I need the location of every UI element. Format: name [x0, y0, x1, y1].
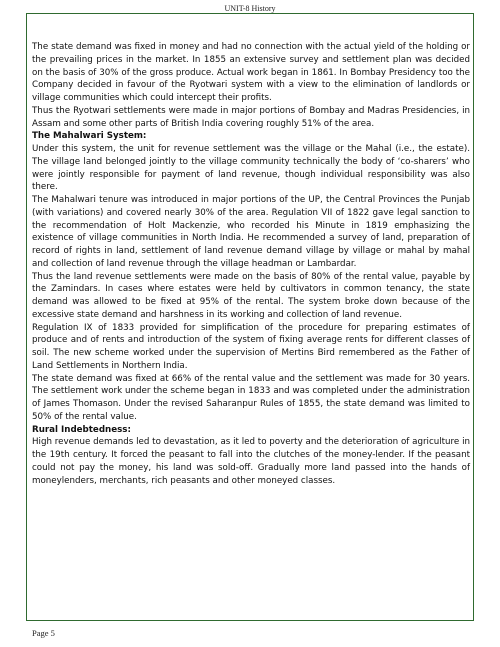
section-heading: Rural Indebtedness: — [32, 424, 131, 435]
page-header: UNIT-8 History — [224, 4, 276, 13]
page-number: Page 5 — [32, 628, 55, 638]
paragraph: Thus the land revenue settlements were made on the basis of 80% of the rental value, payable by the Zamindars. In cases where estates were held by cultivators in common tenancy, the state demand was allowed to be fixed at 95% of the rental. The system broke down because of the excessive state demand and harshness in its working and collection of land revenue. — [32, 271, 470, 320]
paragraph: High revenue demands led to devastation, as it led to poverty and the deterioration of agriculture in the 19th century. It forced the peasant to fall into the clutches of the money-lender. If the peasant could not pay the money, his land was sold-off. Gradually more land passed into the hands of moneylenders, merchants, rich peasants and other moneyed classes. — [32, 437, 470, 486]
paragraph: The Mahalwari tenure was introduced in major portions of the UP, the Central Provinces the Punjab (with variations) and covered nearly 30% of the area. Regulation VII of 1822 gave legal sanction to the recommendation of Holt Mackenzie, who recorded his Minute in 1819 emphasizing the existence of village communities in North India. He recommended a survey of land, preparation of record of rights in land, settlement of land revenue demand village by village or mahal by mahal and collection of land revenue through the village headman or Lambardar. — [32, 195, 470, 269]
paragraph: The state demand was fixed in money and had no connection with the actual yield of the holding or the prevailing prices in the market. In 1855 an extensive survey and settlement plan was decided on the basis of 30% of the gross produce. Actual work began in 1861. In Bombay Presidency too the Company decided in favour of the Ryotwari system with a view to the elimination of landlords or village communities which could intercept their profits. — [32, 42, 470, 103]
document-body — [32, 41, 470, 487]
paragraph: Regulation IX of 1833 provided for simplification of the procedure for preparing estimates of produce and of rents and introduction of the system of fixing average rents for different classes of soil. The new scheme worked under the supervision of Mertins Bird remembered as the Father of Land Settlements in Northern India. — [32, 322, 470, 371]
paragraph: Thus the Ryotwari settlements were made in major portions of Bombay and Madras Presidencies, in Assam and some other parts of British India covering roughly 51% of the area. — [32, 105, 470, 129]
paragraph: Under this system, the unit for revenue settlement was the village or the Mahal (i.e., the estate). The village land belonged jointly to the village community technically the body of ‘co-sharers’ who were jointly responsible for payment of land revenue, though individual responsibility was also there. — [32, 144, 470, 193]
paragraph: The state demand was fixed at 66% of the rental value and the settlement was made for 30 years. The settlement work under the scheme began in 1833 and was completed under the administration of James Thomason. Under the revised Saharanpur Rules of 1855, the state demand was limited to 50% of the rental value. — [32, 373, 470, 422]
section-heading: The Mahalwari System: — [32, 131, 147, 142]
